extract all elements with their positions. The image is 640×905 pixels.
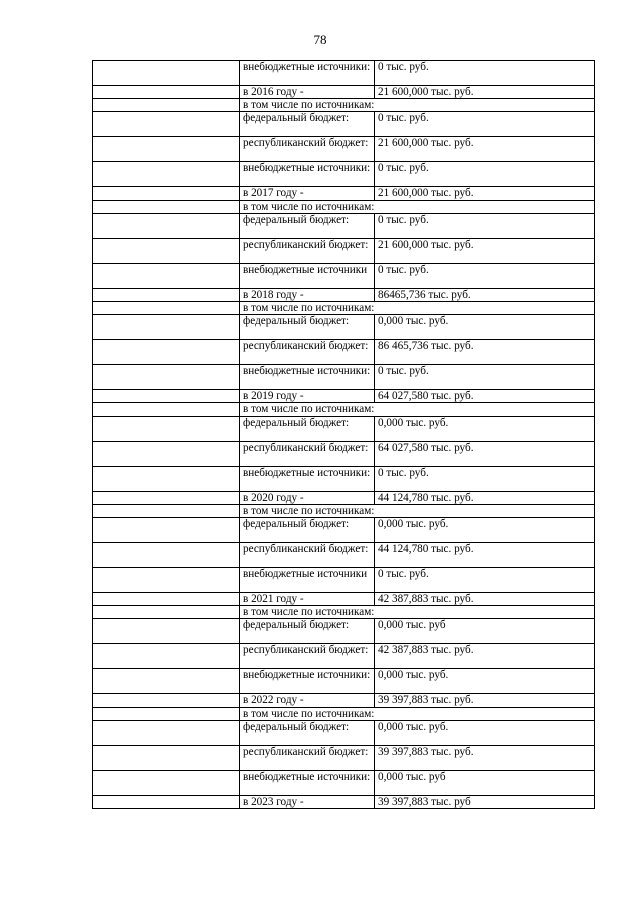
- source-amount: 21 600,000 тыс. руб.: [375, 137, 595, 162]
- left-empty-cell: [93, 466, 240, 491]
- source-label: внебюджетные источники:: [240, 770, 375, 795]
- source-amount: 0,000 тыс. руб.: [375, 720, 595, 745]
- source-row: [93, 365, 595, 390]
- source-amount: 86 465,736 тыс. руб.: [375, 340, 595, 365]
- left-empty-cell: [93, 568, 240, 593]
- source-amount: 44 124,780 тыс. руб.: [375, 543, 595, 568]
- source-label: федеральный бюджет:: [240, 213, 375, 238]
- section-label: в том числе по источникам:: [240, 504, 595, 517]
- source-amount: 0,000 тыс. руб: [375, 619, 595, 644]
- source-label: внебюджетные источники:: [240, 61, 375, 86]
- year-row: [93, 491, 595, 504]
- left-empty-cell: [93, 340, 240, 365]
- source-amount: 0,000 тыс. руб: [375, 770, 595, 795]
- source-amount: 42 387,883 тыс. руб.: [375, 644, 595, 669]
- source-row: [93, 518, 595, 543]
- source-row: [93, 416, 595, 441]
- year-amount: 39 397,883 тыс. руб.: [375, 694, 595, 707]
- left-empty-cell: [93, 162, 240, 187]
- section-label: в том числе по источникам:: [240, 302, 595, 315]
- source-amount: 21 600,000 тыс. руб.: [375, 238, 595, 263]
- source-amount: 64 027,580 тыс. руб.: [375, 441, 595, 466]
- year-label: в 2020 году -: [240, 491, 375, 504]
- left-empty-cell: [93, 200, 240, 213]
- source-label: федеральный бюджет:: [240, 619, 375, 644]
- source-amount: 0 тыс. руб.: [375, 162, 595, 187]
- source-label: республиканский бюджет:: [240, 543, 375, 568]
- source-amount: 0 тыс. руб.: [375, 263, 595, 288]
- source-row: [93, 213, 595, 238]
- source-row: [93, 61, 595, 86]
- left-empty-cell: [93, 302, 240, 315]
- left-empty-cell: [93, 606, 240, 619]
- source-label: федеральный бюджет:: [240, 518, 375, 543]
- section-label: в том числе по источникам:: [240, 403, 595, 416]
- source-row: [93, 137, 595, 162]
- source-amount: 0,000 тыс. руб.: [375, 315, 595, 340]
- left-empty-cell: [93, 518, 240, 543]
- left-empty-cell: [93, 288, 240, 301]
- section-row: [93, 504, 595, 517]
- year-label: в 2018 году -: [240, 288, 375, 301]
- left-empty-cell: [93, 669, 240, 694]
- section-row: [93, 302, 595, 315]
- year-row: [93, 288, 595, 301]
- source-label: внебюджетные источники:: [240, 162, 375, 187]
- left-empty-cell: [93, 61, 240, 86]
- source-label: федеральный бюджет:: [240, 416, 375, 441]
- source-label: федеральный бюджет:: [240, 720, 375, 745]
- year-amount: 21 600,000 тыс. руб.: [375, 187, 595, 200]
- source-row: [93, 720, 595, 745]
- source-label: внебюджетные источники:: [240, 365, 375, 390]
- section-row: [93, 707, 595, 720]
- left-empty-cell: [93, 112, 240, 137]
- section-label: в том числе по источникам:: [240, 707, 595, 720]
- source-row: [93, 543, 595, 568]
- source-label: федеральный бюджет:: [240, 112, 375, 137]
- year-amount: 64 027,580 тыс. руб.: [375, 390, 595, 403]
- source-label: республиканский бюджет:: [240, 644, 375, 669]
- left-empty-cell: [93, 491, 240, 504]
- source-row: [93, 466, 595, 491]
- left-empty-cell: [93, 707, 240, 720]
- section-row: [93, 99, 595, 112]
- source-label: республиканский бюджет:: [240, 441, 375, 466]
- section-row: [93, 606, 595, 619]
- source-label: республиканский бюджет:: [240, 238, 375, 263]
- source-amount: 0 тыс. руб.: [375, 466, 595, 491]
- left-empty-cell: [93, 416, 240, 441]
- left-empty-cell: [93, 770, 240, 795]
- source-row: [93, 568, 595, 593]
- source-row: [93, 162, 595, 187]
- left-empty-cell: [93, 644, 240, 669]
- source-row: [93, 644, 595, 669]
- left-empty-cell: [93, 213, 240, 238]
- source-amount: 0 тыс. руб.: [375, 213, 595, 238]
- section-label: в том числе по источникам:: [240, 606, 595, 619]
- left-empty-cell: [93, 441, 240, 466]
- left-empty-cell: [93, 593, 240, 606]
- left-empty-cell: [93, 795, 240, 808]
- source-label: республиканский бюджет:: [240, 340, 375, 365]
- year-row: [93, 390, 595, 403]
- year-row: [93, 795, 595, 808]
- left-empty-cell: [93, 99, 240, 112]
- source-amount: 39 397,883 тыс. руб.: [375, 745, 595, 770]
- year-row: [93, 187, 595, 200]
- year-row: [93, 694, 595, 707]
- funding-table: [92, 60, 595, 809]
- left-empty-cell: [93, 86, 240, 99]
- source-row: [93, 745, 595, 770]
- year-label: в 2019 году -: [240, 390, 375, 403]
- source-row: [93, 441, 595, 466]
- year-row: [93, 86, 595, 99]
- section-label: в том числе по источникам:: [240, 200, 595, 213]
- year-amount: 86465,736 тыс. руб.: [375, 288, 595, 301]
- source-label: федеральный бюджет:: [240, 315, 375, 340]
- left-empty-cell: [93, 187, 240, 200]
- source-label: внебюджетные источники:: [240, 466, 375, 491]
- year-label: в 2017 году -: [240, 187, 375, 200]
- source-amount: 0,000 тыс. руб.: [375, 518, 595, 543]
- source-amount: 0,000 тыс. руб.: [375, 416, 595, 441]
- section-label: в том числе по источникам:: [240, 99, 595, 112]
- year-label: в 2023 году -: [240, 795, 375, 808]
- source-row: [93, 619, 595, 644]
- source-label: республиканский бюджет:: [240, 137, 375, 162]
- left-empty-cell: [93, 543, 240, 568]
- source-amount: 0 тыс. руб.: [375, 61, 595, 86]
- year-row: [93, 593, 595, 606]
- year-amount: 42 387,883 тыс. руб.: [375, 593, 595, 606]
- section-row: [93, 403, 595, 416]
- left-empty-cell: [93, 619, 240, 644]
- source-amount: 0 тыс. руб.: [375, 112, 595, 137]
- left-empty-cell: [93, 720, 240, 745]
- source-amount: 0,000 тыс. руб.: [375, 669, 595, 694]
- year-label: в 2021 году -: [240, 593, 375, 606]
- source-row: [93, 315, 595, 340]
- section-row: [93, 200, 595, 213]
- left-empty-cell: [93, 694, 240, 707]
- source-row: [93, 770, 595, 795]
- year-amount: 39 397,883 тыс. руб: [375, 795, 595, 808]
- year-label: в 2016 году -: [240, 86, 375, 99]
- source-amount: 0 тыс. руб.: [375, 568, 595, 593]
- left-empty-cell: [93, 137, 240, 162]
- left-empty-cell: [93, 504, 240, 517]
- source-label: внебюджетные источники:: [240, 669, 375, 694]
- source-row: [93, 263, 595, 288]
- source-label: внебюджетные источники: [240, 263, 375, 288]
- year-amount: 21 600,000 тыс. руб.: [375, 86, 595, 99]
- left-empty-cell: [93, 403, 240, 416]
- page-number: 78: [313, 32, 327, 47]
- source-row: [93, 340, 595, 365]
- left-empty-cell: [93, 390, 240, 403]
- left-empty-cell: [93, 263, 240, 288]
- source-row: [93, 238, 595, 263]
- source-row: [93, 669, 595, 694]
- left-empty-cell: [93, 315, 240, 340]
- source-label: внебюджетные источники: [240, 568, 375, 593]
- left-empty-cell: [93, 238, 240, 263]
- left-empty-cell: [93, 745, 240, 770]
- year-amount: 44 124,780 тыс. руб.: [375, 491, 595, 504]
- year-label: в 2022 году -: [240, 694, 375, 707]
- left-empty-cell: [93, 365, 240, 390]
- source-label: республиканский бюджет:: [240, 745, 375, 770]
- source-row: [93, 112, 595, 137]
- source-amount: 0 тыс. руб.: [375, 365, 595, 390]
